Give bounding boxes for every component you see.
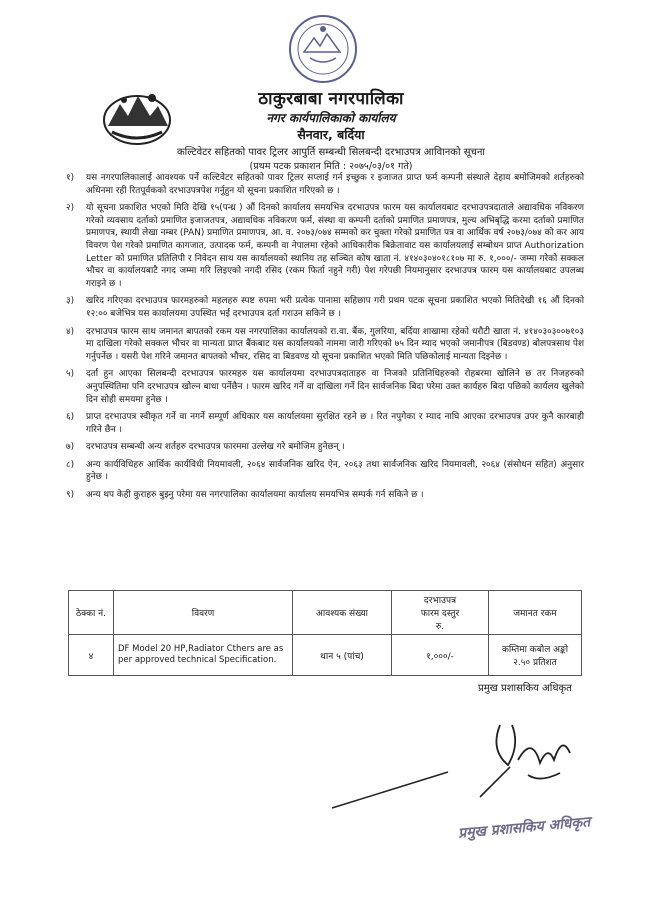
notice-conditions-list: [66, 172, 584, 507]
item-text: दर्ता हुन आएका सिलबन्दी दरभाउपत्र फारमहरु यस कार्यालयमा दरभाउपत्रदाताहरु वा निजको प्रतिनिधिहरुको रोहबरमा खोलिने छ तर निजहरुको अनुपस्थितिमा पनि दरभाउपत्र खोल्न बाधा पर्नेछैन । फारम खरिद गर्ने वा दाखिला गर्ने दिन सार्वजनिक बिदा परेमा उक्त कार्यहरु बिदा पछिको कार्यलय खुलेको दिन सोही समयमा हुनेछ ।: [86, 369, 584, 405]
list-item: [66, 368, 584, 406]
fee-header-line2: फारम दस्तुर: [420, 609, 460, 619]
table-header-row: [69, 591, 582, 635]
municipality-name: ठाकुरबाबा नगरपालिका: [258, 89, 404, 109]
item-text: अन्य कार्यविधिहरु आर्थिक कार्यविधी नियमावली, २०६४ सार्वजनिक खरिद ऐन, २०६३ तथा सार्वजनिक खरिद नियमावली, २०६४ (संसोधन सहित) अनुसार हुनेछ ।: [86, 459, 584, 483]
list-item: [66, 459, 584, 484]
item-number: ८): [66, 459, 75, 470]
item-text: खरिद गरिएका दरभाउपत्र फारमहरुको महलहरु स्पष्ट रुपमा भरी प्रत्येक पानामा सहिछाप गरी प्रथम पटक सूचना प्रकाशित भएको मितिदेखी १६ औं दिनको १२:०० बजेभित्र यस कार्यालयमा उपस्थित भई दरभाउपत्र दर्ता गराउन सकिने छ ।: [86, 296, 584, 319]
col-form-fee: [392, 591, 489, 635]
list-item: [66, 441, 584, 454]
list-item: [66, 295, 584, 320]
col-quantity: आवश्यक संख्या: [293, 591, 392, 635]
item-text: प्राप्त दरभाउपत्र स्वीकृत गर्ने वा नगर्ने सम्पूर्ण अधिकार यस कार्यालयमा सुरक्षित रहने छ । रित नपुगेका र म्याद नाघि आएका दरभाउपत्र उपर कुनै कारबाही गरिने छैन ।: [86, 412, 584, 435]
publication-date: (प्रथम पटक प्रकाशन मिति : २०७५/०३/०१ गते): [249, 161, 413, 172]
item-number: ५): [66, 369, 75, 380]
deposit-line2: २.५० प्रतिशत: [513, 658, 557, 668]
list-item: [66, 411, 584, 436]
list-item: [66, 489, 584, 502]
item-text: यो सूचना प्रकाशित भएको मिति देखि १५(पन्ध्र ) औं दिनको कार्यालय समयभित्र दरभाउपत्र फारम यस कार्यालयबाट दरभाउपत्रदाताले अद्यावधिक नविकरण गरेको व्यवसाय दर्ताको प्रमाणित इजाजतपत्र, अद्यावधिक नविकरण फर्म, संस्था वा कम्पनी दर्ताको प्रमाणित प्रमाणपत्र, मुल्य अभिबृद्धि करमा दर्ताको प्रमाणित प्रमाणपत्र, स्थायी लेखा नम्बर (PAN) प्रमाणित प्रमाणपत्र, आ. व. २०७३/०७४ सम्मको कर चुक्ता गरेको प्रमाणित पत्र वा आर्थिक वर्ष २०७३/०७४ को कर आय विवरण पेश गरेको प्रमाणित कागजात, उत्पादक फर्म, कम्पनी वा नेपालमा रहेको आधिकारीक बिक्रेतावाट यस कार्यालयलाई सम्बोधन प्राप्त Authorization Letter को प्रमाणित प्रतिलिपी र निवेदन साथ यस कार्यालयको स्थानिय तह सञ्चित कोष खाता नं. ४१४०३०४०१८१०७ मा रु. १,०००/- जम्मा गरेको सक्कल भौचर वा कार्यालयबाटै नगद जम्मा गरि लिइएको नगदी रसिद (रकम फिर्ता नहुने गरी) पेश गरेपछी नियमानुसार दरभाउपत्र फारम यस कार्यालयबाट उपलब्ध गराइने छ ।: [86, 203, 584, 289]
officer-title: प्रमुख प्रशासकिय अधिकृत: [478, 683, 572, 694]
item-number: १): [66, 173, 75, 183]
notice-title: कल्टिवेटर सहितको पावर ट्रिलर आपुर्ति सम्बन्धी सिलबन्दी दरभाउपत्र आविानको सूचना: [177, 147, 485, 158]
cell-form-fee: १,०००/-: [392, 635, 489, 676]
col-description: विवरण: [114, 591, 293, 635]
item-number: ९): [66, 490, 75, 501]
cell-quantity: थान ५ (पांच): [293, 635, 392, 676]
cell-deposit: [489, 635, 582, 676]
item-text: दरभाउपत्र सम्बन्धी अन्य शर्तहरु दरभाउपत्र फारममा उल्लेख गरे बमोजिम हुनेछन् ।: [86, 442, 345, 453]
item-number: ४): [66, 326, 75, 337]
handwritten-signature: [470, 705, 590, 805]
fee-header-line3: रु.: [435, 622, 445, 632]
list-item: [66, 172, 584, 197]
list-item: [66, 326, 584, 364]
list-item: [66, 202, 584, 290]
item-number: ६): [66, 412, 75, 423]
col-deposit: जमानत रकम: [489, 591, 582, 635]
table-row: [69, 635, 582, 676]
signature-stroke: [330, 770, 450, 810]
tender-table: [68, 590, 582, 676]
office-location: सैनवार, बर्दिया: [297, 127, 365, 142]
item-number: ७): [66, 442, 75, 453]
item-text: दरभाउपत्र फारम साथ जमानत बापतको रकम यस नगरपालिका कार्यालयको रा.वा. बैंक, गुलरिया, बर्दिया शाखामा रहेको धरौटी खाता नं. ४१४०३०३००७१०३ मा दाखिला गरेको सक्कल भौचर वा मान्यता प्राप्त बैंकबाट यस कार्यालयको नाममा जारी गरिएको ७५ दिन म्याद भएको जमानीपत्र (बिडवण्ड) बोलपत्रसाथ पेश गर्नुपर्नेछ । यसरी पेश गरिने जमानत बापतको भौचर, रसिद वा बिडवण्ड यो सूचना प्रकाशित भएको मिति पछिकोलाई मान्यता दिइनेछ ।: [86, 326, 584, 362]
col-contract-no: ठेक्का नं.: [69, 591, 114, 635]
deposit-line1: कम्तिमा कबोल अङ्को: [501, 645, 569, 655]
item-number: २): [66, 203, 75, 214]
item-number: ३): [66, 296, 75, 307]
item-text: अन्य थप केही कुराहरु बुझ्नु परेमा यस नगरपालिका कार्यालयमा कार्यालय समयभित्र सम्पर्क गर्न सकिने छ ।: [86, 490, 424, 501]
cell-description: DF Model 20 HP,Radiator Cthers are as per approved technical Specification.: [114, 635, 293, 676]
office-name: नगर कार्यपालिकाको कार्यालय: [266, 111, 396, 125]
fee-header-line1: दरभाउपत्र: [423, 596, 457, 606]
municipal-seal: [282, 12, 364, 86]
officer-stamp: प्रमुख प्रशासकिय अधिकृत: [457, 814, 591, 842]
item-text: यस नगरपालिकालाई आवश्यक पर्ने कल्टिवेटर सहितको पावर ट्रिलर सप्लाई गर्न इच्छुक र इजाजत प्राप्त फर्म कम्पनी संस्थाले देहाय बमोजिमको शर्तहरुको अधिनमा रही रितपूर्वकको दरभाउपत्रपेश गर्नुहुन यो सूचना प्रकाशित गरिएको छ ।: [86, 173, 584, 196]
cell-contract-no: ४: [69, 635, 114, 676]
